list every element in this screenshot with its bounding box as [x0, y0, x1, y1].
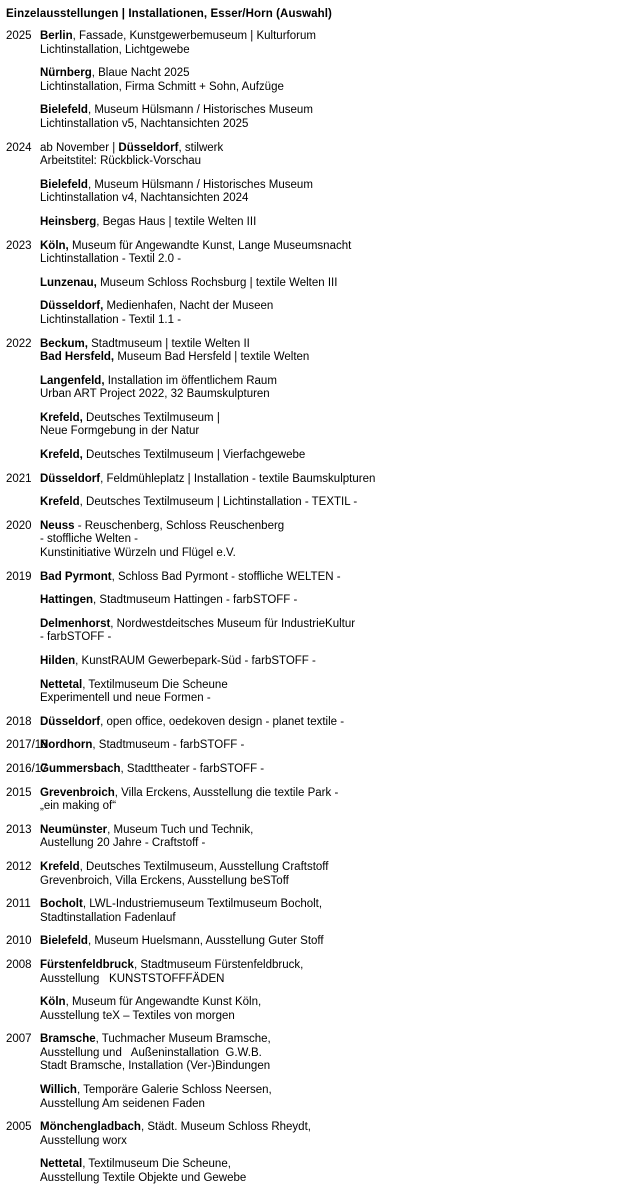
- entry-line: [40, 155, 620, 169]
- entry-text: Lichtinstallation, Lichtgewebe: [40, 43, 190, 56]
- entry-blocks: [40, 142, 620, 230]
- entry-venue: Krefeld: [40, 496, 80, 509]
- entry-text: Stadt Bramsche, Installation (Ver-)Bindungen: [40, 1060, 271, 1073]
- entry-block: [40, 739, 620, 753]
- entry-block: [40, 142, 620, 169]
- exhibition-entry: [0, 338, 620, 463]
- entry-line: [40, 959, 620, 973]
- entry-text: - stoffliche Welten -: [40, 533, 139, 546]
- entry-block: [40, 787, 620, 814]
- entry-block: [40, 824, 620, 851]
- entry-venue: Bocholt: [40, 898, 83, 911]
- entry-text: , KunstRAUM Gewerbepark-Süd - farbSTOFF -: [75, 655, 316, 667]
- entry-line: [40, 1047, 620, 1061]
- entry-text: „ein making of“: [40, 800, 117, 813]
- entry-line: [40, 300, 620, 314]
- entry-venue: Berlin: [40, 30, 73, 42]
- entry-line: [40, 739, 620, 753]
- entry-line: [40, 179, 620, 193]
- entry-text: , Museum für Angewandte Kunst Köln,: [65, 996, 262, 1009]
- entry-venue: Gummersbach: [40, 762, 121, 775]
- entry-text: Ausstellung worx: [40, 1134, 127, 1147]
- entry-text: Neue Formgebung in der Natur: [40, 425, 200, 438]
- entry-line: [40, 1098, 620, 1112]
- entry-text: Medienhafen, Nacht der Museen: [103, 300, 274, 313]
- entry-text: , open office, oedekoven design - planet textile -: [100, 715, 345, 728]
- entry-line: [40, 351, 620, 365]
- entry-line: [40, 1135, 620, 1149]
- entry-text: Museum Schloss Rochsburg | textile Welten III: [96, 276, 338, 289]
- entry-text: , LWL-Industriemuseum Textilmuseum Bocholt,: [82, 898, 323, 911]
- entry-venue: Lunzenau,: [40, 276, 97, 289]
- exhibition-entry: [0, 935, 620, 949]
- entry-line: [40, 142, 620, 156]
- entry-venue: Nettetal: [40, 1158, 83, 1171]
- entry-block: [40, 104, 620, 131]
- exhibition-entry: [0, 142, 620, 230]
- entry-line: [40, 81, 620, 95]
- entry-blocks: [40, 787, 620, 814]
- entry-block: [40, 30, 620, 57]
- entry-line: [40, 631, 620, 645]
- entry-block: [40, 898, 620, 925]
- entry-text: Lichtinstallation v5, Nachtansichten 2025: [40, 117, 249, 130]
- entry-blocks: [40, 739, 620, 753]
- entry-year: 2020: [6, 519, 32, 532]
- entry-year: 2018: [6, 715, 32, 728]
- entry-text: , Tuchmacher Museum Bramsche,: [95, 1033, 271, 1046]
- exhibition-entry: [0, 787, 620, 814]
- entry-text: , Museum Hülsmann / Historisches Museum: [87, 104, 313, 117]
- entry-line: [40, 594, 620, 608]
- entry-text: Lichtinstallation - Textil 2.0 -: [40, 253, 182, 266]
- entry-text: Urban ART Project 2022, 32 Baumskulpturen: [40, 388, 270, 401]
- entry-block: [40, 216, 620, 230]
- entry-text: , Textilmuseum Die Scheune,: [82, 1158, 231, 1171]
- entry-line: [40, 692, 620, 706]
- entry-venue: Düsseldorf: [118, 141, 179, 154]
- entry-blocks: [40, 571, 620, 706]
- entry-year: 2019: [6, 570, 32, 583]
- entry-venue: Grevenbroich: [40, 786, 115, 799]
- entry-block: [40, 959, 620, 986]
- entry-venue: Delmenhorst: [40, 617, 111, 630]
- entry-line: [40, 533, 620, 547]
- entry-blocks: [40, 338, 620, 463]
- entry-text: , Textilmuseum Die Scheune: [82, 678, 228, 691]
- entry-blocks: [40, 473, 620, 510]
- entry-text: Ausstellung und Außeninstallation G.W.B.: [40, 1046, 262, 1059]
- entry-line: [40, 449, 620, 463]
- entry-line: [40, 1033, 620, 1047]
- exhibition-entry: [0, 861, 620, 888]
- entry-line: [40, 375, 620, 389]
- entry-text: Experimentell und neue Formen -: [40, 692, 211, 705]
- entry-text: Deutsches Textilmuseum |: [82, 411, 220, 424]
- entry-venue: Bielefeld: [40, 935, 88, 948]
- exhibition-entry: [0, 898, 620, 925]
- entry-text: Deutsches Textilmuseum | Vierfachgewebe: [82, 449, 306, 462]
- entry-text: , Temporäre Galerie Schloss Neersen,: [76, 1084, 272, 1097]
- entry-block: [40, 277, 620, 291]
- entry-blocks: [40, 763, 620, 777]
- entry-text: - Reuschenberg, Schloss Reuschenberg: [74, 519, 285, 532]
- entry-block: [40, 996, 620, 1023]
- entry-line: [40, 388, 620, 402]
- entry-block: [40, 861, 620, 888]
- entry-text: , Schloss Bad Pyrmont - stoffliche WELTEN -: [111, 570, 341, 583]
- entry-blocks: [40, 30, 620, 132]
- entry-year: 2013: [6, 823, 32, 836]
- entry-line: [40, 338, 620, 352]
- entry-venue: Düsseldorf: [40, 715, 101, 728]
- entry-blocks: [40, 1033, 620, 1111]
- entry-line: [40, 898, 620, 912]
- entry-text: , Stadtmuseum Fürstenfeldbruck,: [133, 958, 304, 971]
- entry-block: [40, 240, 620, 267]
- entry-text: , Museum Tuch und Technik,: [107, 823, 254, 836]
- entry-text: , Städt. Museum Schloss Rheydt,: [140, 1121, 311, 1134]
- entry-block: [40, 496, 620, 510]
- entry-venue: Krefeld,: [40, 449, 83, 462]
- entry-venue: Bad Pyrmont: [40, 570, 112, 583]
- entry-line: [40, 425, 620, 439]
- entry-line: [40, 679, 620, 693]
- entry-text: Arbeitstitel: Rückblick-Vorschau: [40, 155, 202, 168]
- entry-year: 2016/17: [6, 762, 48, 775]
- entry-venue: Hattingen: [40, 594, 94, 607]
- entry-blocks: [40, 520, 620, 561]
- exhibition-entry: [0, 520, 620, 561]
- entry-line: [40, 861, 620, 875]
- entry-block: [40, 338, 620, 365]
- entry-text: , Museum Huelsmann, Ausstellung Guter Stoff: [87, 935, 324, 948]
- entry-year: 2017/18: [6, 739, 48, 752]
- entry-venue: Bramsche: [40, 1033, 96, 1046]
- entry-venue: Nettetal: [40, 678, 83, 691]
- entry-venue: Krefeld: [40, 860, 80, 873]
- exhibition-entry: [0, 30, 620, 132]
- entry-text: Ausstellung Am seidenen Faden: [40, 1097, 205, 1110]
- entry-text: , Stadtmuseum - farbSTOFF -: [92, 739, 245, 752]
- entry-text: Ausstellung KUNSTSTOFFFÄDEN: [40, 972, 225, 985]
- entry-line: [40, 912, 620, 926]
- entry-text: , Deutsches Textilmuseum, Ausstellung Craftstoff: [79, 860, 329, 873]
- entry-line: [40, 118, 620, 132]
- exhibition-list: [0, 30, 620, 1186]
- entry-line: [40, 412, 620, 426]
- entry-venue: Neuss: [40, 519, 75, 532]
- entry-block: [40, 716, 620, 730]
- exhibition-entry: [0, 1033, 620, 1111]
- entry-venue: Heinsberg: [40, 215, 97, 228]
- entry-line: [40, 716, 620, 730]
- entry-blocks: [40, 240, 620, 328]
- entry-line: [40, 824, 620, 838]
- entry-venue: Nürnberg: [40, 67, 92, 80]
- entry-year: 2023: [6, 239, 32, 252]
- entry-block: [40, 618, 620, 645]
- entry-line: [40, 314, 620, 328]
- entry-line: [40, 1084, 620, 1098]
- entry-line: [40, 216, 620, 230]
- entry-venue: Bielefeld: [40, 104, 88, 117]
- entry-year: 2005: [6, 1121, 32, 1134]
- entry-line: [40, 1010, 620, 1024]
- entry-venue: Nordhorn: [40, 739, 93, 752]
- entry-line: [40, 240, 620, 254]
- entry-text: Ausstellung Textile Objekte und Gewebe: [40, 1172, 247, 1185]
- entry-text: Museum für Angewandte Kunst, Lange Museumsnacht: [68, 239, 352, 252]
- exhibition-entry: [0, 571, 620, 706]
- entry-venue: Krefeld,: [40, 411, 83, 424]
- entry-line: [40, 655, 620, 669]
- entry-venue: Bad Hersfeld,: [40, 351, 115, 364]
- entry-line: [40, 571, 620, 585]
- entry-text: , Blaue Nacht 2025: [91, 67, 190, 80]
- entry-line: [40, 787, 620, 801]
- exhibition-entry: [0, 959, 620, 1023]
- entry-text: , Begas Haus | textile Welten III: [96, 215, 257, 228]
- entry-text: , Nordwestdeitsches Museum für IndustrieKultur: [110, 617, 356, 630]
- entry-venue: Düsseldorf: [40, 472, 101, 485]
- entry-venue: Mönchengladbach: [40, 1121, 141, 1134]
- entry-line: [40, 1158, 620, 1172]
- entry-venue: Neumünster: [40, 823, 108, 836]
- entry-text: Lichtinstallation - Textil 1.1 -: [40, 313, 182, 326]
- entry-text: Ausstellung teX – Textiles von morgen: [40, 1009, 235, 1022]
- entry-block: [40, 179, 620, 206]
- entry-block: [40, 300, 620, 327]
- entry-block: [40, 679, 620, 706]
- entry-line: [40, 996, 620, 1010]
- entry-block: [40, 594, 620, 608]
- entry-line: [40, 1172, 620, 1186]
- entry-line: [40, 837, 620, 851]
- page-title: Einzelausstellungen | Installationen, Esser/Horn (Auswahl): [6, 8, 332, 20]
- entry-venue: Düsseldorf,: [40, 300, 104, 313]
- entry-year: 2015: [6, 786, 32, 799]
- exhibition-entry: [0, 739, 620, 753]
- entry-text: , Stadttheater - farbSTOFF -: [120, 762, 265, 775]
- entry-text: , stilwerk: [178, 141, 224, 154]
- exhibition-entry: [0, 1121, 620, 1185]
- entry-line: [40, 875, 620, 889]
- entry-line: [40, 192, 620, 206]
- entry-line: [40, 1060, 620, 1074]
- entry-line: [40, 30, 620, 44]
- entry-line: [40, 1121, 620, 1135]
- entry-year: 2012: [6, 860, 32, 873]
- entry-text: , Museum Hülsmann / Historisches Museum: [87, 178, 313, 191]
- entry-venue: Beckum,: [40, 337, 88, 350]
- entry-text: , Feldmühleplatz | Installation - textile Baumskulpturen: [100, 472, 376, 485]
- entry-year: 2021: [6, 472, 32, 485]
- entry-block: [40, 1084, 620, 1111]
- entry-line: [40, 618, 620, 632]
- entry-line: [40, 277, 620, 291]
- entry-year: 2011: [6, 898, 31, 911]
- entry-block: [40, 571, 620, 585]
- entry-text: , Stadtmuseum Hattingen - farbSTOFF -: [93, 594, 298, 607]
- entry-line: [40, 473, 620, 487]
- entry-year: 2008: [6, 958, 32, 971]
- entry-text: , Villa Erckens, Ausstellung die textile Park -: [114, 786, 339, 799]
- entry-year: 2024: [6, 141, 32, 154]
- entry-text: Stadtmuseum | textile Welten II: [87, 337, 250, 350]
- entry-text: Stadtinstallation Fadenlauf: [40, 911, 176, 924]
- entry-text: ab November |: [40, 141, 119, 154]
- entry-text: , Fassade, Kunstgewerbemuseum | Kulturforum: [72, 30, 316, 42]
- entry-line: [40, 973, 620, 987]
- entry-blocks: [40, 716, 620, 730]
- entry-line: [40, 67, 620, 81]
- entry-venue: Bielefeld: [40, 178, 88, 191]
- entry-line: [40, 520, 620, 534]
- entry-text: - farbSTOFF -: [40, 631, 112, 644]
- entry-year: 2010: [6, 935, 32, 948]
- entry-text: Grevenbroich, Villa Erckens, Ausstellung beSToff: [40, 874, 289, 887]
- entry-block: [40, 449, 620, 463]
- entry-line: [40, 935, 620, 949]
- exhibition-entry: [0, 824, 620, 851]
- entry-line: [40, 104, 620, 118]
- entry-blocks: [40, 959, 620, 1023]
- exhibition-entry: [0, 473, 620, 510]
- entry-block: [40, 473, 620, 487]
- entry-text: Austellung 20 Jahre - Craftstoff -: [40, 837, 206, 850]
- entry-venue: Fürstenfeldbruck: [40, 958, 134, 971]
- entry-block: [40, 67, 620, 94]
- entry-venue: Willich: [40, 1084, 77, 1097]
- entry-block: [40, 655, 620, 669]
- entry-text: Lichtinstallation, Firma Schmitt + Sohn, Aufzüge: [40, 80, 284, 93]
- exhibition-entry: [0, 240, 620, 328]
- entry-venue: Köln: [40, 996, 66, 1009]
- exhibition-entry: [0, 716, 620, 730]
- entry-line: [40, 800, 620, 814]
- entry-blocks: [40, 861, 620, 888]
- entry-line: [40, 44, 620, 58]
- entry-block: [40, 520, 620, 561]
- entry-text: Lichtinstallation v4, Nachtansichten 2024: [40, 192, 249, 205]
- entry-block: [40, 1121, 620, 1148]
- entry-venue: Langenfeld,: [40, 374, 105, 387]
- entry-year: 2025: [6, 30, 32, 42]
- entry-text: , Deutsches Textilmuseum | Lichtinstallation - TEXTIL -: [79, 496, 358, 509]
- entry-line: [40, 496, 620, 510]
- entry-year: 2007: [6, 1033, 32, 1046]
- entry-block: [40, 1158, 620, 1185]
- entry-block: [40, 935, 620, 949]
- entry-block: [40, 375, 620, 402]
- entry-blocks: [40, 898, 620, 925]
- entry-block: [40, 1033, 620, 1074]
- entry-block: [40, 412, 620, 439]
- entry-text: Museum Bad Hersfeld | textile Welten: [114, 351, 310, 364]
- entry-blocks: [40, 1121, 620, 1185]
- entry-text: Kunstinitiative Würzeln und Flügel e.V.: [40, 547, 236, 560]
- entry-line: [40, 763, 620, 777]
- entry-venue: Köln,: [40, 239, 69, 252]
- entry-line: [40, 547, 620, 561]
- entry-year: 2022: [6, 337, 32, 350]
- entry-venue: Hilden: [40, 655, 76, 667]
- entry-blocks: [40, 824, 620, 851]
- entry-blocks: [40, 935, 620, 949]
- exhibition-entry: [0, 763, 620, 777]
- entry-text: Installation im öffentlichem Raum: [104, 374, 277, 387]
- entry-line: [40, 253, 620, 267]
- entry-block: [40, 763, 620, 777]
